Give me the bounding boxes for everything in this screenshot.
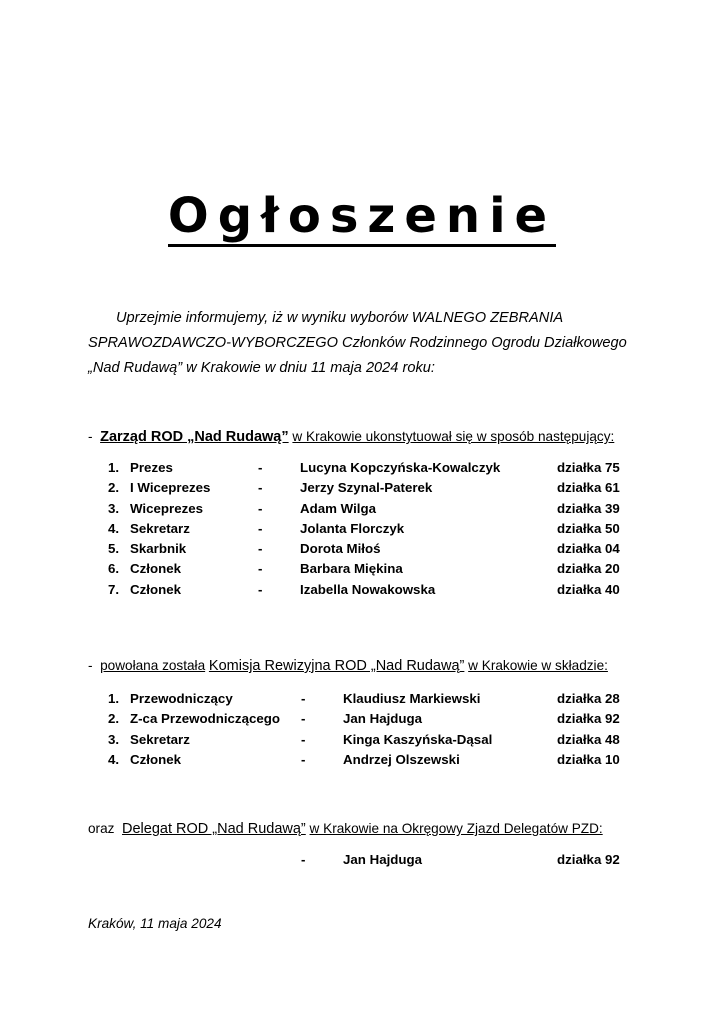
item-name: Jan Hajduga	[343, 711, 423, 727]
item-plot: działka 50	[557, 520, 620, 536]
komisja-heading-rest: w Krakowie w składzie:	[468, 658, 608, 673]
title-text: Ogłoszenie	[168, 188, 556, 247]
item-role: Prezes	[130, 460, 173, 475]
item-name: Jerzy Szynal-Paterek	[300, 480, 433, 496]
delegat-heading	[88, 820, 603, 838]
list-item	[0, 458, 724, 478]
intro-paragraph	[88, 306, 633, 381]
item-number: 1.	[108, 460, 120, 475]
list-item	[0, 709, 724, 729]
item-role: Sekretarz	[130, 520, 190, 536]
item-number: 6.	[108, 561, 120, 577]
item-role: Wiceprezes	[130, 500, 204, 516]
list-item	[0, 559, 724, 579]
document-date: Kraków, 11 maja 2024	[88, 916, 222, 931]
delegat-list	[0, 850, 724, 870]
item-role: Członek	[130, 561, 181, 577]
item-separator: -	[301, 731, 306, 747]
intro-line: „Nad Rudawą” w Krakowie w dniu 11 maja 2024 roku:	[88, 360, 435, 376]
item-role: Skarbnik	[130, 541, 187, 557]
item-separator: -	[258, 500, 263, 516]
delegat-heading-rest: w Krakowie na Okręgowy Zjazd Delegatów PZD:	[309, 821, 603, 836]
item-role: I Wiceprezes	[130, 480, 211, 496]
komisja-heading-bold: Komisja Rewizyjna ROD „Nad Rudawą”	[208, 658, 465, 674]
intro-line: SPRAWOZDAWCZO-WYBORCZEGO Członków Rodzinnego Ogrodu Działkowego	[88, 335, 627, 351]
item-name: Lucyna Kopczyńska-Kowalczyk	[300, 460, 501, 475]
list-item	[0, 478, 724, 498]
item-separator: -	[258, 480, 263, 496]
list-item	[0, 580, 724, 600]
item-number: 3.	[108, 731, 120, 747]
item-separator: -	[258, 581, 263, 597]
item-name: Adam Wilga	[300, 500, 376, 516]
komisja-dash: -	[88, 658, 93, 673]
item-plot: działka 20	[557, 561, 620, 577]
item-plot: działka 92	[557, 852, 620, 867]
item-number: 5.	[108, 541, 120, 557]
item-plot: działka 10	[557, 751, 620, 767]
list-item	[0, 750, 724, 770]
item-plot: działka 28	[557, 691, 620, 706]
intro-line: Uprzejmie informujemy, iż w wyniku wyborów WALNEGO ZEBRANIA	[116, 310, 564, 326]
item-plot: działka 48	[557, 731, 620, 747]
item-separator: -	[301, 751, 306, 767]
item-separator: -	[258, 561, 263, 577]
item-separator: -	[301, 691, 306, 706]
item-separator: -	[258, 460, 263, 475]
item-number: 2.	[108, 711, 120, 727]
delegat-heading-pre: oraz	[88, 821, 115, 836]
item-number: 1.	[108, 691, 120, 706]
item-number: 7.	[108, 581, 120, 597]
zarzad-heading	[88, 428, 614, 446]
item-separator: -	[301, 711, 306, 727]
item-role: Przewodniczący	[130, 691, 233, 706]
zarzad-list	[0, 458, 724, 600]
item-role: Z-ca Przewodniczącego	[130, 711, 280, 727]
item-name: Kinga Kaszyńska-Dąsal	[343, 731, 493, 747]
page-title	[0, 186, 724, 246]
item-separator: -	[258, 541, 263, 557]
list-item	[0, 539, 724, 559]
item-number: 4.	[108, 520, 120, 536]
zarzad-dash: -	[88, 429, 93, 444]
item-plot: działka 75	[557, 460, 620, 475]
item-name: Klaudiusz Markiewski	[343, 691, 481, 706]
list-item	[0, 499, 724, 519]
item-number: 4.	[108, 751, 120, 767]
item-name: Izabella Nowakowska	[300, 581, 436, 597]
item-number: 2.	[108, 480, 120, 496]
item-plot: działka 92	[557, 711, 620, 727]
list-item	[0, 850, 724, 870]
delegat-heading-bold: Delegat ROD „Nad Rudawą”	[122, 821, 306, 837]
item-separator: -	[258, 520, 263, 536]
item-plot: działka 40	[557, 581, 620, 597]
list-item	[0, 730, 724, 750]
zarzad-heading-rest: w Krakowie ukonstytuował się w sposób następujący:	[292, 429, 615, 444]
item-role: Sekretarz	[130, 731, 190, 747]
item-number: 3.	[108, 500, 120, 516]
item-name: Jan Hajduga	[343, 852, 423, 867]
item-role: Członek	[130, 581, 181, 597]
komisja-heading	[88, 657, 608, 675]
komisja-heading-pre: powołana została	[100, 658, 206, 673]
item-role: Członek	[130, 751, 181, 767]
item-name: Jolanta Florczyk	[300, 520, 405, 536]
item-name: Andrzej Olszewski	[343, 751, 460, 767]
komisja-list	[0, 689, 724, 770]
zarzad-heading-bold: Zarząd ROD „Nad Rudawą”	[100, 429, 289, 445]
item-separator: -	[301, 852, 306, 867]
item-name: Dorota Miłoś	[300, 541, 381, 557]
list-item	[0, 689, 724, 709]
item-name: Barbara Miękina	[300, 561, 403, 577]
list-item	[0, 519, 724, 539]
item-plot: działka 04	[557, 541, 620, 557]
item-plot: działka 61	[557, 480, 620, 496]
item-plot: działka 39	[557, 500, 620, 516]
